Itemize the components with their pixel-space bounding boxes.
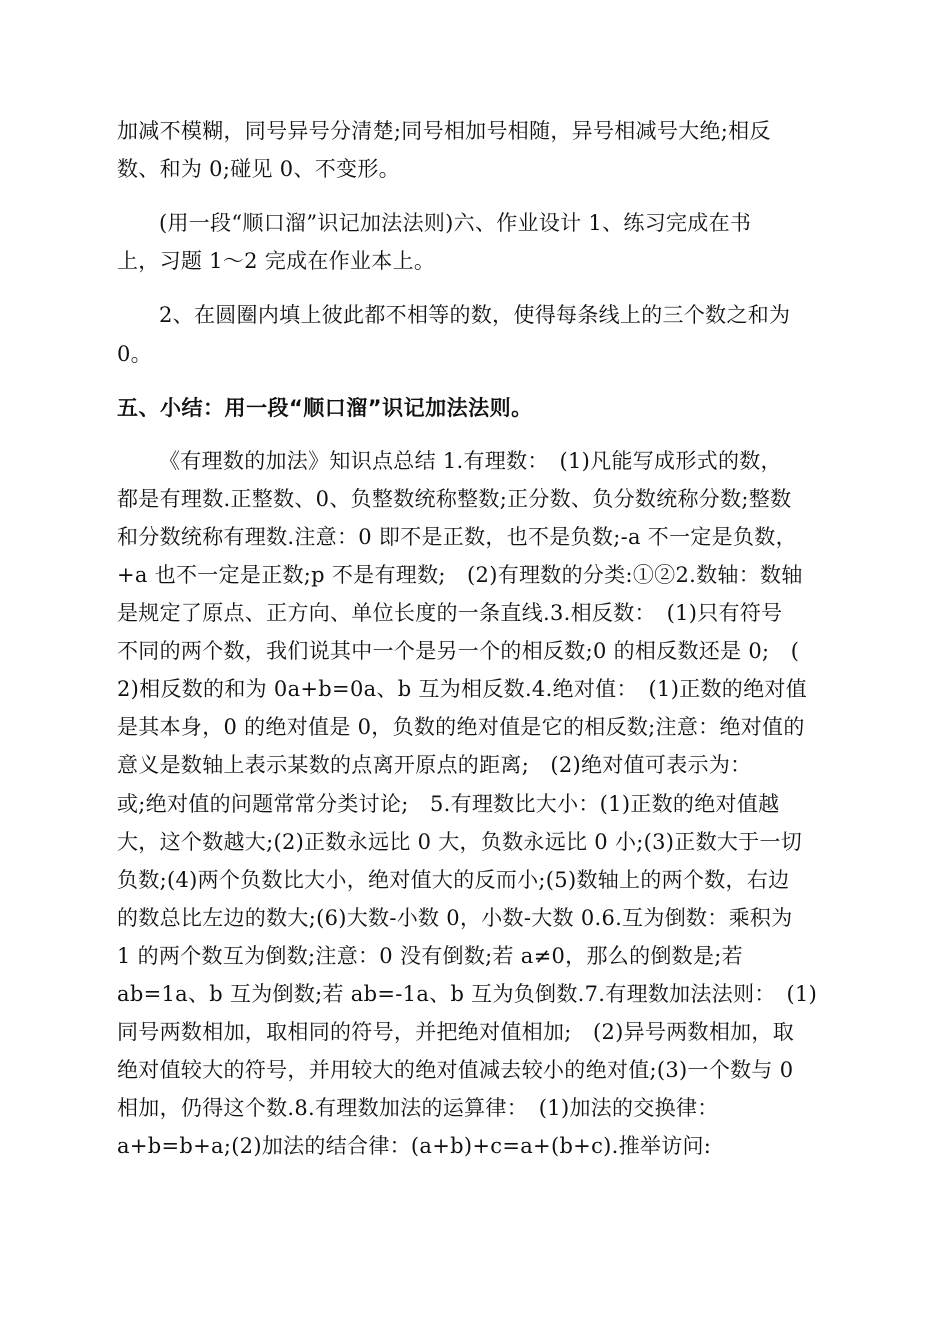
paragraph-4-line-6: 不同的两个数，我们说其中一个是另一个的相反数;0 的相反数还是 0; ( — [117, 639, 800, 663]
paragraph-4-line-14: 1 的两个数互为倒数;注意：0 没有倒数;若 a≠0，那么的倒数是;若 — [117, 944, 743, 968]
paragraph-4-line-4: +a 也不一定是正数;p 不是有理数; (2)有理数的分类:①②2.数轴：数轴 — [117, 563, 803, 587]
paragraph-2-line-2: 上，习题 1～2 完成在作业本上。 — [117, 249, 436, 273]
paragraph-1-line-2: 数、和为 0;碰见 0、不变形。 — [117, 157, 400, 181]
paragraph-4-line-3: 和分数统称有理数.注意：0 即不是正数，也不是负数;-a 不一定是负数， — [117, 525, 797, 549]
paragraph-4-line-15: ab=1a、b 互为倒数;若 ab=-1a、b 互为负倒数.7.有理数加法法则： (1) — [117, 982, 818, 1006]
paragraph-3-line-2: 0。 — [117, 342, 152, 366]
paragraph-4-line-12: 负数;(4)两个负数比大小，绝对值大的反而小;(5)数轴上的两个数，右边 — [117, 868, 790, 892]
paragraph-4-line-19: a+b=b+a;(2)加法的结合律：(a+b)+c=a+(b+c).推举访问: — [117, 1134, 712, 1158]
paragraph-3-line-1: 2、在圆圈内填上彼此都不相等的数，使得每条线上的三个数之和为 — [159, 303, 791, 327]
paragraph-4-line-17: 绝对值较大的符号，并用较大的绝对值减去较小的绝对值;(3)一个数与 0 — [117, 1058, 794, 1082]
paragraph-4-line-2: 都是有理数.正整数、0、负整数统称整数;正分数、负分数统称分数;整数 — [117, 487, 792, 511]
paragraph-4-line-13: 的数总比左边的数大;(6)大数-小数 0，小数-大数 0.6.互为倒数：乘积为 — [117, 906, 793, 930]
paragraph-4-line-7: 2)相反数的和为 0a+b=0a、b 互为相反数.4.绝对值： (1)正数的绝对值 — [117, 677, 807, 701]
paragraph-4-line-11: 大，这个数越大;(2)正数永远比 0 大，负数永远比 0 小;(3)正数大于一切 — [117, 830, 803, 854]
paragraph-4-line-10: 或;绝对值的问题常常分类讨论; 5.有理数比大小：(1)正数的绝对值越 — [117, 792, 780, 816]
paragraph-4-line-1: 《有理数的加法》知识点总结 1.有理数： (1)凡能写成形式的数， — [159, 449, 782, 473]
paragraph-4-line-9: 意义是数轴上表示某数的点离开原点的距离; (2)绝对值可表示为： — [117, 753, 752, 777]
paragraph-4-line-16: 同号两数相加，取相同的符号，并把绝对值相加; (2)异号两数相加，取 — [117, 1020, 795, 1044]
section-heading: 五、小结：用一段“顺口溜”识记加法法则。 — [117, 396, 533, 420]
paragraph-2-line-1: (用一段“顺口溜”识记加法法则)六、作业设计 1、练习完成在书 — [159, 211, 752, 235]
paragraph-1-line-1: 加减不模糊，同号异号分清楚;同号相加号相随，异号相减号大绝;相反 — [117, 119, 771, 143]
paragraph-4-line-8: 是其本身，0 的绝对值是 0，负数的绝对值是它的相反数;注意：绝对值的 — [117, 715, 805, 739]
paragraph-4-line-18: 相加，仍得这个数.8.有理数加法的运算律： (1)加法的交换律： — [117, 1096, 719, 1120]
paragraph-4-line-5: 是规定了原点、正方向、单位长度的一条直线.3.相反数： (1)只有符号 — [117, 601, 783, 625]
